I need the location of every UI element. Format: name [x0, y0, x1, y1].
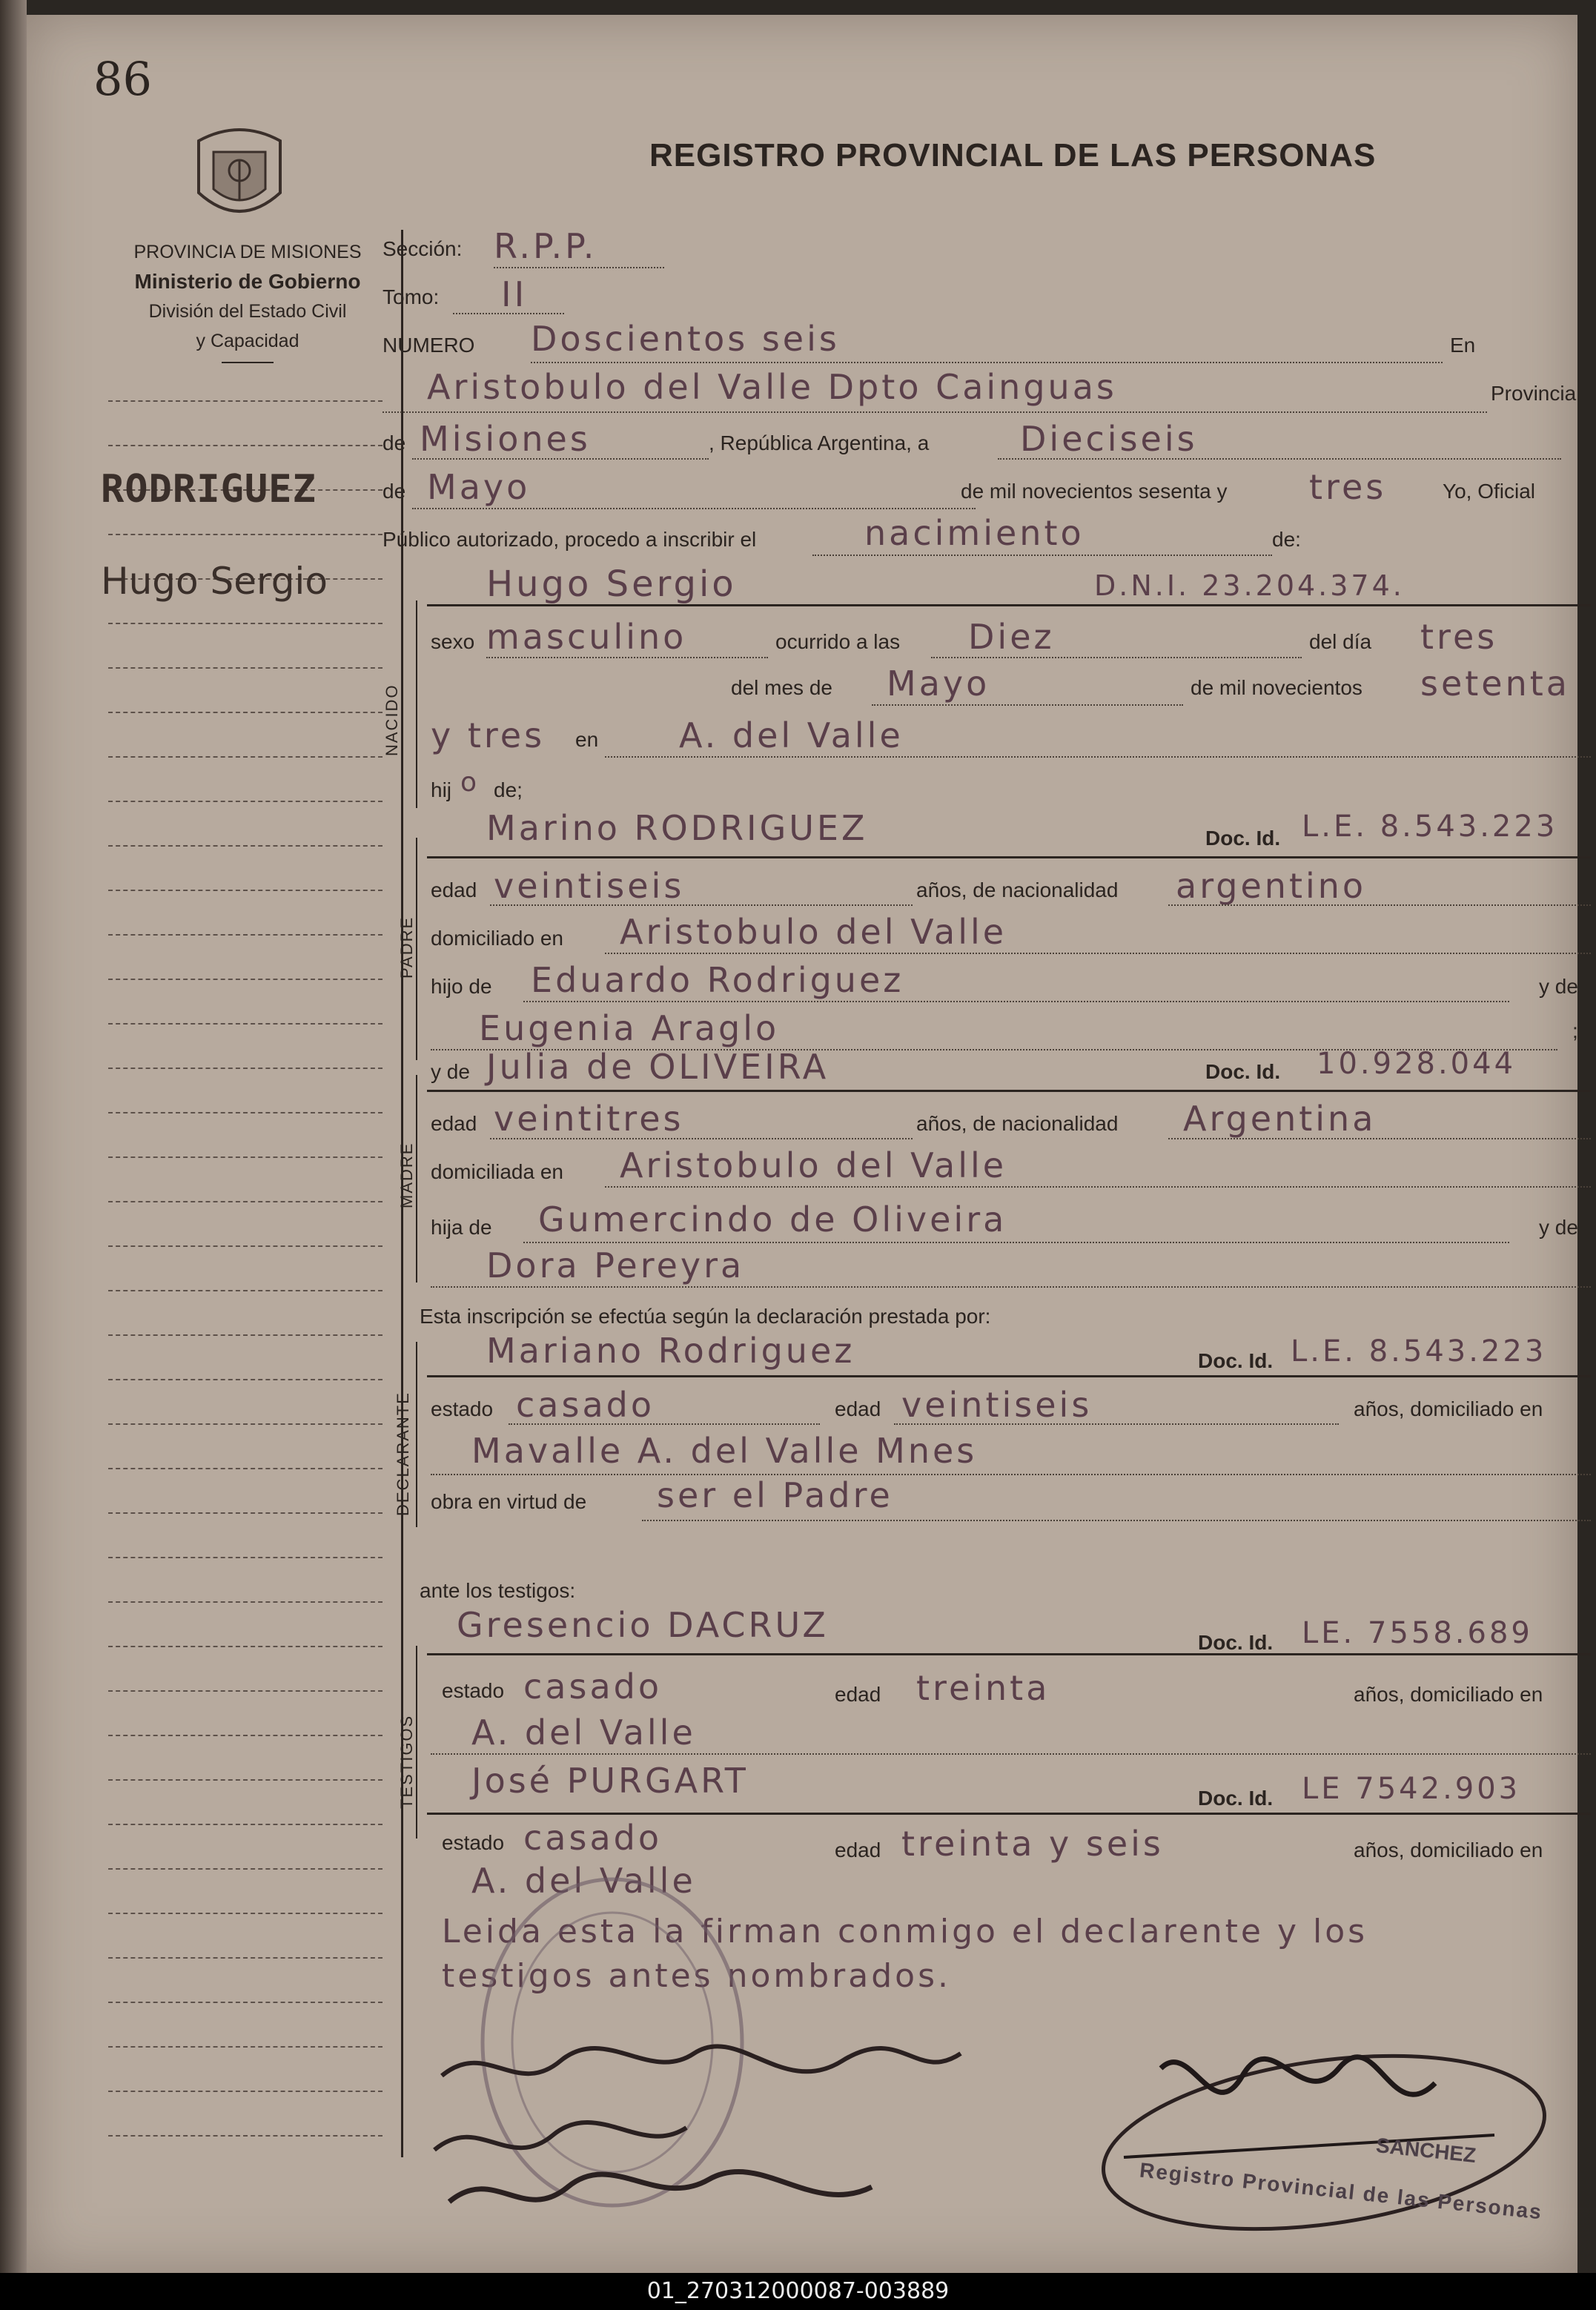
padre-hijo-de-label: hijo de — [431, 975, 492, 998]
yo-oficial-label: Yo, Oficial — [1443, 480, 1536, 503]
header-line-1: PROVINCIA DE MISIONES — [133, 242, 362, 262]
testigo1-domicilio-value: A. del Valle — [471, 1712, 696, 1753]
del-mes-label: del mes de — [731, 676, 832, 699]
declarante-estado-label: estado — [431, 1397, 494, 1420]
sexo-label: sexo — [431, 630, 475, 653]
hij-label: hij — [431, 778, 452, 801]
de-label-2: de — [383, 480, 406, 503]
esta-inscripcion-label: Esta inscripción se efectúa según la declaración prestada por: — [420, 1305, 991, 1328]
madre-section-label: MADRE — [397, 1142, 416, 1208]
document-page — [27, 15, 1577, 2273]
padre-nombre-value: Marino RODRIGUEZ — [486, 808, 868, 848]
madre-y-de-label-2: y de — [1539, 1216, 1578, 1239]
madre-edad-label: edad — [431, 1112, 477, 1135]
seccion-label: Sección: — [383, 237, 463, 260]
madre-doc-value: 10.928.044 — [1317, 1047, 1517, 1081]
stamp-name: SANCHEZ — [1374, 2134, 1477, 2167]
en-label: En — [1450, 334, 1476, 357]
padre-doc-label: Doc. Id. — [1205, 827, 1281, 850]
madre-hija-de-label: hija de — [431, 1216, 492, 1239]
madre-nacionalidad-value: Argentina — [1183, 1099, 1377, 1139]
testigo1-edad-value: treinta — [916, 1668, 1050, 1708]
de-mil-novecientos-label: de mil novecientos — [1191, 676, 1362, 699]
de-colon-label: de: — [1272, 528, 1301, 551]
declarante-edad-label: edad — [835, 1397, 881, 1420]
testigo2-doc-value: LE 7542.903 — [1302, 1772, 1521, 1806]
padre-madre-value: Eugenia Araglo — [479, 1008, 780, 1048]
ante-testigos-label: ante los testigos: — [420, 1579, 576, 1602]
testigo2-edad-value: treinta y seis — [901, 1824, 1164, 1864]
testigo1-estado-value: casado — [523, 1667, 662, 1707]
scan-id-footer: 01_270312000087-003889 — [0, 2273, 1596, 2310]
nombre-value: Hugo Sergio — [486, 563, 737, 605]
provincia-label: Provincia — [1491, 382, 1577, 405]
de-semicolon-label: de; — [494, 778, 523, 801]
madre-edad-value: veintitres — [494, 1099, 684, 1139]
signatures-left — [427, 2031, 990, 2239]
madre-madre-value: Dora Pereyra — [486, 1245, 745, 1285]
padre-edad-value: veintiseis — [494, 866, 685, 906]
declarante-estado-value: casado — [516, 1385, 655, 1425]
page-number: 86 — [93, 52, 152, 106]
de-label: de — [383, 431, 406, 454]
nacido-section-label: NACIDO — [383, 684, 401, 756]
testigo1-domicilio-label: años, domiciliado en — [1354, 1683, 1543, 1706]
padre-nacionalidad-label: años, de nacionalidad — [916, 878, 1119, 901]
padre-doc-value: L.E. 8.543.223 — [1302, 810, 1558, 844]
testigo1-doc-label: Doc. Id. — [1198, 1631, 1274, 1654]
del-dia-label: del día — [1309, 630, 1372, 653]
dni-value: D.N.I. 23.204.374. — [1094, 569, 1405, 602]
testigo2-domicilio-label: años, domiciliado en — [1354, 1839, 1543, 1861]
padre-padre-value: Eduardo Rodriguez — [531, 960, 904, 1000]
tomo-label: Tomo: — [383, 285, 440, 308]
hij-suffix-value: o — [460, 767, 480, 798]
declarante-doc-value: L.E. 8.543.223 — [1291, 1334, 1547, 1369]
acto-value: nacimiento — [864, 513, 1085, 553]
lugar-nacimiento-value: A. del Valle — [679, 715, 904, 755]
stamp-text: Registro Provincial de las Personas — [1138, 2158, 1544, 2224]
testigo2-doc-label: Doc. Id. — [1198, 1787, 1274, 1810]
header-line-4: y Capacidad — [196, 331, 299, 351]
testigo1-doc-value: LE. 7558.689 — [1302, 1616, 1533, 1650]
numero-label: NUMERO — [383, 334, 475, 357]
testigo2-edad-label: edad — [835, 1839, 881, 1861]
ocurrido-label: ocurrido a las — [775, 630, 901, 653]
testigo1-edad-label: edad — [835, 1683, 881, 1706]
testigo2-estado-value: casado — [523, 1818, 662, 1858]
tomo-value: II — [501, 274, 528, 314]
declarante-edad-value: veintiseis — [901, 1385, 1093, 1425]
sidebar-given-names: Hugo Sergio — [101, 560, 328, 603]
header-line-3: División del Estado Civil — [148, 301, 347, 322]
padre-edad-label: edad — [431, 878, 477, 901]
cierre-line-2: testigos antes nombrados. — [442, 1957, 951, 1995]
anio-value: setenta — [1420, 663, 1570, 704]
madre-y-de-label: y de — [431, 1060, 470, 1083]
provincia-value: Misiones — [420, 419, 591, 459]
dia-inscripcion-value: Dieciseis — [1020, 419, 1198, 459]
anio-value-2: y tres — [431, 715, 546, 755]
semicolon-mark: ; — [1572, 1019, 1578, 1042]
declarante-obra-label: obra en virtud de — [431, 1490, 587, 1513]
cierre-line-1: Leida esta la firman conmigo el declarente y los — [442, 1913, 1368, 1950]
seccion-value: R.P.P. — [494, 226, 597, 266]
declarante-obra-value: ser el Padre — [657, 1475, 893, 1515]
provincial-seal — [191, 119, 288, 230]
sidebar-surname: RODRIGUEZ — [101, 467, 317, 512]
header-rule — [222, 362, 274, 363]
madre-nombre-value: Julia de OLIVEIRA — [486, 1047, 830, 1087]
sexo-value: masculino — [486, 617, 687, 657]
padre-y-de-label: y de — [1539, 975, 1578, 998]
madre-domicilio-value: Aristobulo del Valle — [620, 1145, 1007, 1185]
padre-domicilio-value: Aristobulo del Valle — [620, 912, 1007, 952]
testigo1-nombre-value: Gresencio DACRUZ — [457, 1605, 829, 1645]
madre-padre-value: Gumercindo de Oliveira — [538, 1199, 1007, 1240]
mes-inscripcion-value: Mayo — [427, 467, 531, 507]
book-binding — [0, 0, 27, 2273]
dia-value: tres — [1420, 617, 1498, 657]
lugar-value: Aristobulo del Valle Dpto Cainguas — [427, 367, 1117, 407]
de-mil-label: de mil novecientos sesenta y — [961, 480, 1228, 503]
testigo2-domicilio-value: A. del Valle — [471, 1861, 696, 1901]
mes-value: Mayo — [887, 663, 990, 704]
anio-inscripcion-value: tres — [1309, 467, 1387, 507]
publico-label: Público autorizado, procedo a inscribir el — [383, 528, 757, 551]
en-label-2: en — [575, 728, 599, 751]
numero-value: Doscientos seis — [531, 319, 840, 359]
declarante-doc-label: Doc. Id. — [1198, 1349, 1274, 1372]
header-line-2: Ministerio de Gobierno — [134, 270, 361, 293]
declarante-nombre-value: Mariano Rodriguez — [486, 1331, 855, 1371]
declarante-domicilio-value: Mavalle A. del Valle Mnes — [471, 1431, 978, 1471]
madre-doc-label: Doc. Id. — [1205, 1060, 1281, 1083]
padre-domicilio-label: domiciliado en — [431, 927, 563, 950]
testigo2-nombre-value: José PURGART — [471, 1761, 749, 1801]
declarante-section-label: DECLARANTE — [394, 1391, 412, 1516]
testigo1-estado-label: estado — [442, 1679, 505, 1702]
hora-value: Diez — [968, 617, 1055, 657]
madre-nacionalidad-label: años, de nacionalidad — [916, 1112, 1119, 1135]
testigo2-estado-label: estado — [442, 1831, 505, 1854]
republica-label: , República Argentina, a — [709, 431, 930, 454]
issuer-header — [92, 237, 403, 369]
testigos-section-label: TESTIGOS — [397, 1714, 416, 1809]
padre-section-label: PADRE — [397, 916, 416, 979]
declarante-domicilio-label: años, domiciliado en — [1354, 1397, 1543, 1420]
madre-domicilio-label: domiciliada en — [431, 1160, 563, 1183]
padre-nacionalidad-value: argentino — [1176, 866, 1367, 906]
document-title: REGISTRO PROVINCIAL DE LAS PERSONAS — [649, 137, 1377, 173]
